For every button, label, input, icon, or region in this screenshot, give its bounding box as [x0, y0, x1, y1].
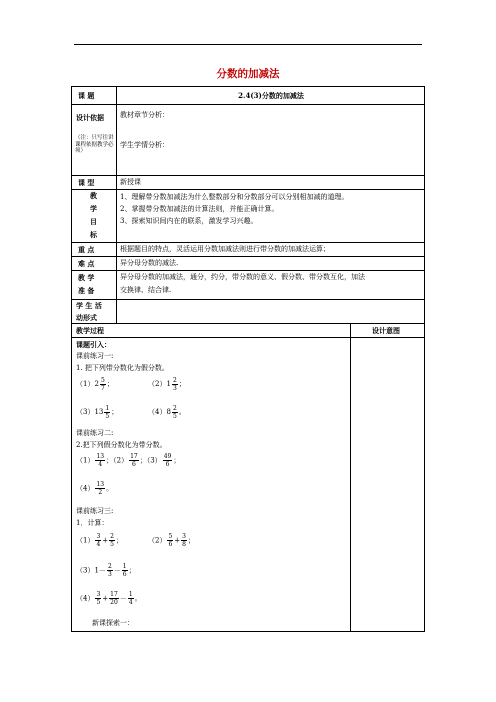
row-divider	[72, 270, 424, 271]
exercise-2-title: 课前练习二:	[76, 429, 114, 437]
exercise-3-question: 1．计算：	[76, 519, 109, 527]
exercise-1-title: 课前练习一:	[76, 352, 114, 360]
prep-value: 异分母分数的加减法，通分，约分，带分数的意义、假分数、带分数互化，加法	[120, 273, 365, 281]
goal-item: 2、掌握带分数加减法的计算法则，并能正确计算。	[120, 205, 279, 213]
difficulty-label: 难 点	[78, 259, 95, 268]
exercise-3-title: 课前练习三:	[76, 507, 114, 515]
ex3-problem-2: （2） $\frac{5}{6}$ + $\frac{3}{8}$ ；	[148, 533, 195, 548]
textbook-analysis: 教材章节分析：	[120, 111, 169, 119]
page-title: 分数的加减法	[216, 68, 280, 80]
goals-label-char: 目	[90, 217, 97, 226]
exercise-1-question: 1. 把下列带分数化为假分数。	[76, 364, 169, 372]
activity-label: 动形式	[76, 313, 97, 322]
ex2-row-2: （4） $\frac{13}{2}$ 。	[76, 481, 114, 496]
ex1-item-4: （4） 8 $\frac{2}{5}$ 。	[148, 405, 186, 420]
ex1-item-3: （3） 13 $\frac{1}{5}$ ；	[76, 405, 119, 420]
prep-value: 交换律、结合律.	[120, 286, 172, 294]
topic-label: 课 题	[78, 91, 95, 100]
column-divider	[350, 323, 351, 631]
key-value: 根据题目的特点，灵活运用分数加减法则进行带分数的加减法运算；	[120, 245, 330, 253]
header-rule	[74, 44, 422, 45]
type-label: 课 型	[78, 178, 95, 187]
row-divider	[72, 337, 424, 338]
row-divider	[72, 189, 424, 190]
ex3-problem-1: （1） $\frac{3}{4}$ + $\frac{2}{5}$ ；	[76, 533, 123, 548]
design-intent-header: 设计意图	[372, 326, 400, 335]
goals-label-char: 学	[90, 204, 97, 213]
activity-label: 学 生 活	[76, 301, 102, 310]
type-value: 新授课	[120, 178, 141, 186]
goal-item: 3、探索知识间内在的联系，激发学习兴趣。	[120, 217, 258, 225]
goals-label-char: 标	[90, 230, 97, 239]
row-divider	[72, 323, 424, 324]
process-header: 教学过程	[76, 326, 104, 335]
row-divider	[72, 299, 424, 300]
student-analysis: 学生学情分析：	[120, 141, 169, 149]
goals-label-char: 教	[90, 191, 97, 200]
exercise-2-question: 2.把下列假分数化为带分数。	[76, 441, 167, 449]
intro-heading: 课题引入：	[76, 340, 111, 349]
row-divider	[72, 104, 424, 105]
new-lesson-heading: 新课探索一：	[92, 619, 134, 627]
row-divider	[72, 175, 424, 176]
prep-label: 教 学	[78, 273, 95, 282]
basis-label: 设计依据	[76, 113, 104, 122]
difficulty-value: 异分母分数的减法.	[120, 259, 179, 267]
ex1-item-2: （2） 1 $\frac{2}{3}$ ；	[148, 377, 186, 392]
lesson-plan-table	[71, 86, 425, 632]
column-divider	[116, 87, 117, 323]
ex3-problem-3: （3）1－ $\frac{2}{3}$ － $\frac{1}{6}$ ；	[76, 563, 136, 578]
ex2-row-1: （1） $\frac{13}{4}$ ；（2） $\frac{17}{6}$ ；（3） $\frac{49}{6}$ ；	[76, 453, 181, 468]
topic-value: 2.4(3)分数的加减法	[238, 91, 304, 100]
key-label: 重 点	[78, 245, 95, 254]
ex3-problem-4: （4） $\frac{3}{5}$ + $\frac{17}{20}$ － $\frac{1}{4}$ 。	[76, 591, 142, 606]
basis-note: （注：只写往讲课程依据教学必须）	[75, 135, 114, 154]
row-divider	[72, 242, 424, 243]
goal-item: 1、理解带分数加减法为什么整数部分和分数部分可以分别相加减的道理。	[120, 193, 349, 201]
ex1-item-1: （1） 2 $\frac{5}{7}$ ；	[76, 377, 114, 392]
prep-label: 准 备	[78, 286, 95, 295]
row-divider	[72, 256, 424, 257]
